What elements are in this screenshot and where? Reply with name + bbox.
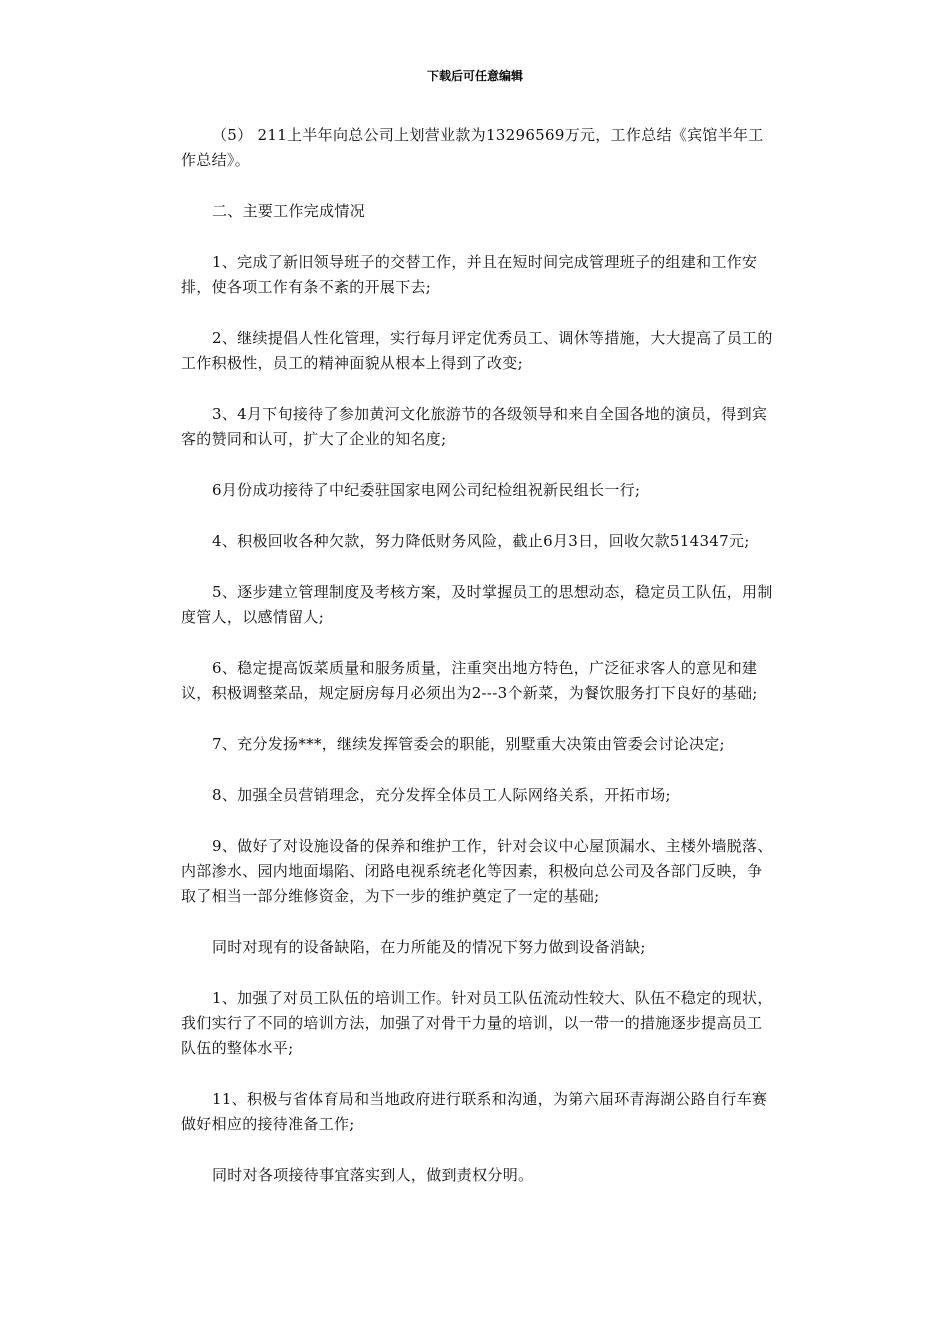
- paragraph-item-2: 2、继续提倡人性化管理，实行每月评定优秀员工、调休等措施，大大提高了员工的工作积极性，员工的精神面貌从根本上得到了改变;: [181, 329, 773, 372]
- paragraph-item-7: 7、充分发扬***，继续发挥管委会的职能，别墅重大决策由管委会讨论决定;: [212, 735, 725, 753]
- paragraph-item-9: 9、做好了对设施设备的保养和维护工作，针对会议中心屋顶漏水、主楼外墙脱落、内部渗水、园内地面塌陷、闭路电视系统老化等因素，积极向总公司及各部门反映，争取了相当一部分维修资金，为下一步的维护奠定了一定的基础;: [181, 837, 773, 905]
- paragraph-equipment-defects: 同时对现有的设备缺陷，在力所能及的情况下努力做到设备消缺;: [212, 938, 646, 956]
- document-body: [181, 123, 773, 1214]
- paragraph-item-8: 8、加强全员营销理念，充分发挥全体员工人际网络关系，开拓市场;: [212, 786, 671, 804]
- paragraph-item-5: 5、逐步建立管理制度及考核方案，及时掌握员工的思想动态，稳定员工队伍，用制度管人，以感情留人;: [181, 583, 773, 626]
- paragraph-item-1: 1、完成了新旧领导班子的交替工作，并且在短时间完成管理班子的组建和工作安排，使各项工作有条不紊的开展下去;: [181, 253, 758, 296]
- paragraph-responsibility: 同时对各项接待事宜落实到人，做到责权分明。: [212, 1166, 534, 1184]
- paragraph-item-3: 3、4月下旬接待了参加黄河文化旅游节的各级领导和来自全国各地的演员，得到宾客的赞同和认可，扩大了企业的知名度;: [181, 405, 768, 448]
- paragraph-training: 1、加强了对员工队伍的培训工作。针对员工队伍流动性较大、队伍不稳定的现状，我们实行了不同的培训方法，加强了对骨干力量的培训，以一带一的措施逐步提高员工队伍的整体水平;: [181, 989, 773, 1057]
- paragraph-item-4: 4、积极回收各种欠款，努力降低财务风险，截止6月3日，回收欠款514347元;: [212, 532, 750, 550]
- paragraph-june-reception: 6月份成功接待了中纪委驻国家电网公司纪检组祝新民组长一行;: [212, 481, 641, 499]
- paragraph-item-6: 6、稳定提高饭菜质量和服务质量，注重突出地方特色，广泛征求客人的意见和建议，积极调整菜品，规定厨房每月必须出为2---3个新菜，为餐饮服务打下良好的基础;: [181, 659, 758, 702]
- paragraph-revenue-summary: （5） 211上半年向总公司上划营业款为13296569万元，工作总结《宾馆半年工作总结》。: [181, 126, 764, 169]
- section-heading-main-work: 二、主要工作完成情况: [212, 202, 366, 220]
- paragraph-item-11: 11、积极与省体育局和当地政府进行联系和沟通，为第六届环青海湖公路自行车赛做好相应的接待准备工作;: [181, 1090, 768, 1133]
- page-header: 下载后可任意编辑: [426, 69, 523, 83]
